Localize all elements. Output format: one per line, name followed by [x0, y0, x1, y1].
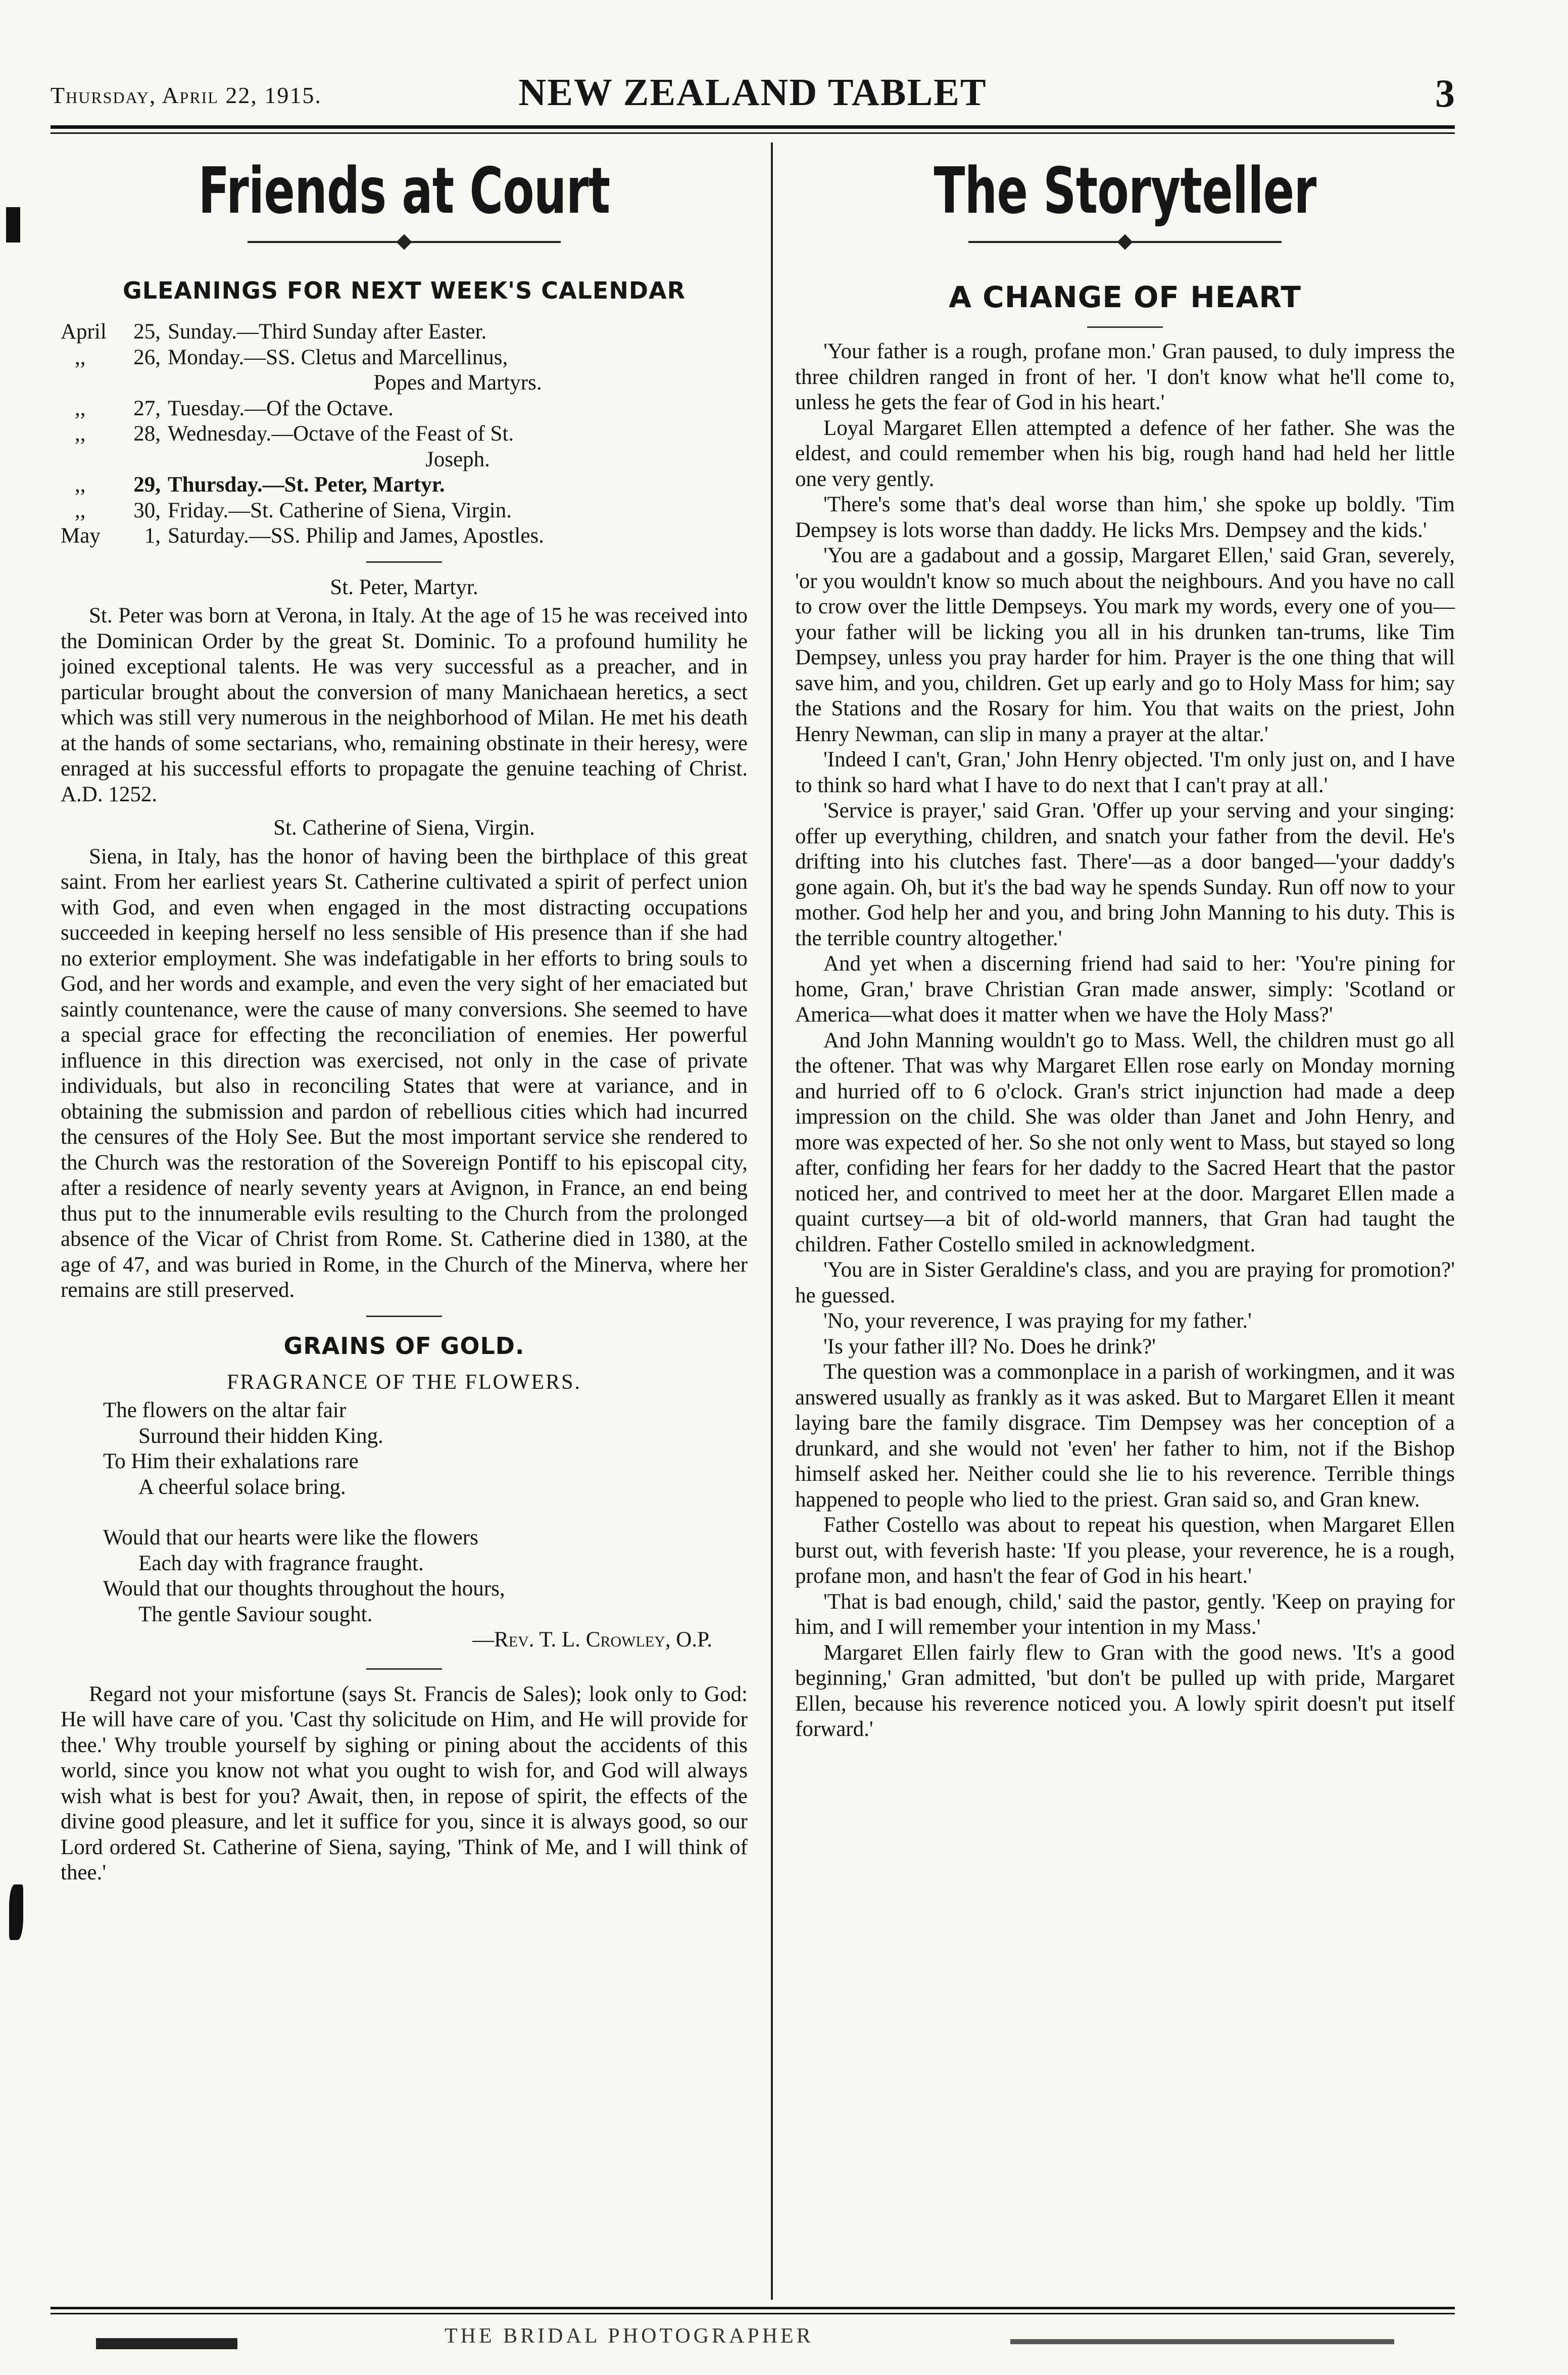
calendar-text: [168, 396, 748, 422]
calendar-entry: [61, 421, 748, 472]
masthead: [51, 71, 1455, 121]
story-paragraph: 'You are a gadabout and a gossip, Margaret Ellen,' said Gran, severely, 'or you wouldn't know so much about the neighbours. And you have no call to crow over the little Dempseys. You mark my words, every one of you—your father will be licking you all in his drunken tan-trums, like Tim Dempsey, unless you pray harder for him. Prayer is the one thing that will save him, and you, children. Get up early and go to Holy Mass for him; say the Stations and the Rosary for him. You that waits on the priest, John Henry Newman, can slip in many a prayer at the altar.': [795, 544, 1455, 746]
article-body: [61, 844, 748, 1303]
story-paragraph: 'You are in Sister Geraldine's class, and you are praying for promotion?' he guessed.: [795, 1258, 1455, 1307]
article-heading: St. Peter, Martyr.: [330, 575, 478, 599]
section-title: Friends at Court: [198, 154, 610, 228]
calendar-text: [168, 472, 748, 498]
poem-line: A cheerful solace bring.: [138, 1475, 346, 1499]
calendar-month: April: [61, 320, 107, 344]
story-paragraph: 'Service is prayer,' said Gran. 'Offer up your serving and your singing: offer up everything, children, and snatch your father from the devil. He's drifting into his clutches fast. There'—as a door banged—'your daddy's gone again. Oh, but it's the bad way he spends Sunday. Run off now to your mother. God help her and you, and bring John Manning to his duty. This is the terrible country altogether.': [795, 799, 1455, 950]
story-heading: A CHANGE OF HEART: [949, 280, 1301, 315]
calendar-feast: Tuesday.—Of the Octave.: [168, 396, 394, 420]
calendar-heading: GLEANINGS FOR NEXT WEEK'S CALENDAR: [122, 277, 686, 305]
calendar-entry: [61, 396, 748, 422]
calendar-feast: Monday.—SS. Cletus and Marcellinus,: [168, 345, 508, 369]
masthead-rule: [51, 125, 1455, 129]
calendar-text: [168, 523, 748, 549]
story-paragraph: Loyal Margaret Ellen attempted a defence of her father. She was the eldest, and could remember when his big, rough hand had held her little one very gently.: [795, 416, 1455, 491]
calendar-list: [61, 319, 748, 549]
margin-mark: [6, 207, 20, 243]
poem-line: The gentle Saviour sought.: [138, 1602, 373, 1626]
grains-heading: GRAINS OF GOLD.: [283, 1332, 525, 1360]
calendar-entry: [61, 523, 748, 549]
story-paragraph: Margaret Ellen fairly flew to Gran with the good news. 'It's a good beginning,' Gran admitted, 'but don't be pulled up with pride, Margaret Ellen, because his reverence noticed you. A lowly spirit doesn't put itself forward.': [795, 1640, 1455, 1741]
calendar-text: [168, 345, 748, 396]
calendar-day: 25,: [133, 320, 161, 344]
separator-rule: [1087, 326, 1163, 328]
column-divider: [771, 142, 773, 2300]
calendar-entry: [61, 319, 748, 345]
article-body: [61, 1682, 748, 1886]
section-title: The Storyteller: [934, 154, 1316, 228]
calendar-month: ,,: [75, 345, 86, 369]
footer-rule-thin: [51, 2313, 1455, 2314]
cut-off-advertisement: [51, 2324, 1455, 2354]
paragraph: Siena, in Italy, has the honor of having been the birthplace of this great saint. From her earliest years St. Catherine cultivated a spirit of perfect union with God, and even when engaged in the most distracting occupations succeeded in keeping herself no less sensible of His presence than if she had no exterior employment. She was indefatigable in her efforts to bring souls to God, and her words and example, and even the very sight of her emaciated but saintly countenance, were the cause of many conversions. She seemed to have a special grace for effecting the reconciliation of enemies. Her powerful influence in this direction was exercised, not only in the case of private individuals, but also in reconciling States that were at variance, and in obtaining the submission and pardon of rebellious cities which had incurred the censures of the Holy See. But the most important service she rendered to the Church was the restoration of the Sovereign Pontiff to his episcopal city, after a residence of nearly seventy years at Avignon, in France, an end being thus put to the innumerable evils resulting to the Church from the prolonged absence of the Vicar of Christ from Rome. St. Catherine died in 1380, at the age of 47, and was buried in Rome, in the Church of the Minerva, where her remains are still preserved.: [61, 844, 748, 1302]
story-paragraph: 'Is your father ill? No. Does he drink?': [823, 1334, 1156, 1359]
ornament-rule: [248, 235, 561, 249]
paragraph: Regard not your misfortune (says St. Francis de Sales); look only to God: He will have care of you. 'Cast thy solicitude on Him, and He will provide for thee.' Why trouble yourself by sighing or pining about the accidents of this world, since you know not what you ought to wish for, and God will always wish what is best for you? Await, then, in repose of spirit, the effects of the divine good pleasure, and let it suffice for you, since it is always good, so our Lord ordered St. Catherine of Siena, saying, 'Think of Me, and I will think of thee.': [61, 1682, 748, 1885]
margin-mark: [9, 1884, 23, 1940]
story-paragraph: 'There's some that's deal worse than him,' she spoke up boldly. 'Tim Dempsey is lots worse than daddy. He licks Mrs. Dempsey and the kids.': [795, 493, 1455, 542]
article-heading: St. Catherine of Siena, Virgin.: [273, 816, 535, 840]
calendar-day: 1,: [144, 524, 161, 548]
calendar-day: 30,: [133, 498, 161, 522]
calendar-entry: [61, 472, 748, 498]
calendar-day: 26,: [133, 345, 161, 369]
calendar-text: [168, 421, 748, 472]
calendar-entry: [61, 345, 748, 396]
calendar-feast: Thursday.—St. Peter, Martyr.: [168, 473, 445, 497]
newspaper-title: NEW ZEALAND TABLET: [518, 71, 987, 114]
separator-rule: [366, 561, 442, 563]
story-paragraph: Father Costello was about to repeat his question, when Margaret Ellen burst out, with feverish haste: 'If you please, your reverence, he is a rough, profane mon, and hasn't the fear of God in his heart.': [795, 1513, 1455, 1588]
separator-rule: [366, 1668, 442, 1670]
story-paragraph: 'That is bad enough, child,' said the pastor, gently. 'Keep on praying for him, and I will remember your intention in my Mass.': [795, 1589, 1455, 1639]
poem-line: The flowers on the altar fair: [103, 1398, 347, 1423]
poem-footer: [103, 1627, 748, 1653]
calendar-month: ,,: [75, 473, 86, 497]
story-body: [795, 339, 1455, 1742]
story-paragraph: The question was a commonplace in a parish of workingmen, and it was answered usually as frankly as it was asked. But to Margaret Ellen it meant laying bare the family disgrace. Tim Dempsey was her conception of a drunkard, and she would not 'even' her father to him, not if the Bishop himself asked her. Neither could she lie to his reverence. Terrible things happened to people who lied to the priest. Gran said so, and Gran knew.: [795, 1360, 1455, 1512]
calendar-feast-continued: Joseph.: [425, 447, 490, 471]
footer-rule: [51, 2307, 1455, 2309]
calendar-day: 28,: [133, 422, 161, 446]
paragraph: St. Peter was born at Verona, in Italy. At the age of 15 he was received into the Dominican Order by the great St. Dominic. To a profound humility he joined exceptional talents. He was very successful as a preacher, and in particular brought about the conversion of many Manichaean heretics, a sect which was still very numerous in the neighborhood of Milan. He met his death at the hands of some sectarians, who, remaining obstinate in their heresy, were enraged at his successful efforts to propagate the genuine teaching of Christ. A.D. 1252.: [61, 604, 748, 806]
calendar-feast: Friday.—St. Catherine of Siena, Virgin.: [168, 498, 512, 522]
calendar-month: ,,: [75, 422, 86, 446]
ornament-rule: [968, 235, 1282, 249]
calendar-month: ,,: [75, 498, 86, 522]
storyteller-column: [795, 142, 1455, 1742]
masthead-rule-thin: [51, 132, 1455, 134]
calendar-feast: Sunday.—Third Sunday after Easter.: [168, 320, 487, 344]
story-paragraph: 'No, your reverence, I was praying for my father.': [823, 1309, 1252, 1333]
stanza-break: [103, 1500, 748, 1525]
calendar-month: May: [61, 524, 101, 548]
poem-title: FRAGRANCE OF THE FLOWERS.: [227, 1370, 581, 1394]
story-paragraph: 'Indeed I can't, Gran,' John Henry objected. 'I'm only just on, and I have to think so hard what I have to do next that I can't pray at all.': [795, 748, 1455, 797]
issue-date: Thursday, April 22, 1915.: [51, 82, 322, 108]
advertisement-text: THE BRIDAL PHOTOGRAPHER: [445, 2324, 814, 2348]
poem-line: Surround their hidden King.: [138, 1424, 383, 1448]
calendar-month: ,,: [75, 396, 86, 420]
friends-at-court-column: [61, 142, 748, 1886]
calendar-feast: Saturday.—SS. Philip and James, Apostles.: [168, 524, 544, 548]
story-paragraph: 'Your father is a rough, profane mon.' Gran paused, to duly impress the three children ranged in front of her. 'I don't know what he'll come to, unless he gets the fear of God in his heart.': [795, 340, 1455, 415]
poem: [103, 1398, 748, 1627]
separator-rule: [366, 1316, 442, 1317]
page-number: 3: [1435, 71, 1455, 115]
poem-line: Would that our thoughts throughout the hours,: [103, 1577, 505, 1601]
calendar-text: [168, 319, 748, 345]
calendar-entry: [61, 498, 748, 524]
poem-line: Each day with fragrance fraught.: [138, 1551, 424, 1575]
story-paragraph: And John Manning wouldn't go to Mass. Well, the children must go all the oftener. That was why Margaret Ellen rose early on Monday morning and hurried off to 6 o'clock. Gran's strict injunction had made a deep impression on the child. She was older than Janet and John Henry, and more was expected of her. So she not only went to Mass, but stayed so long after, confiding her fears for her daddy to the Sacred Heart that the pastor noticed her, and contrived to meet her at the door. Margaret Ellen made a quaint curtsey—a bit of old-world manners, that Gran had taught the children. Father Costello smiled in acknowledgment.: [795, 1028, 1455, 1256]
calendar-day: 27,: [133, 396, 161, 420]
calendar-text: [168, 498, 748, 524]
calendar-day: 29,: [133, 473, 161, 497]
poem-line: Would that our hearts were like the flowers: [103, 1526, 478, 1550]
poem-author: —Rev. T. L. Crowley, O.P.: [472, 1628, 712, 1652]
calendar-feast-continued: Popes and Martyrs.: [373, 371, 542, 395]
calendar-feast: Wednesday.—Octave of the Feast of St.: [168, 422, 514, 446]
poem-line: To Him their exhalations rare: [103, 1449, 359, 1474]
article-body: [61, 603, 748, 807]
story-paragraph: And yet when a discerning friend had said to her: 'You're pining for home, Gran,' brave Christian Gran made answer, simply: 'Scotland or America—what does it matter when we have the Holy Mass?': [795, 952, 1455, 1027]
